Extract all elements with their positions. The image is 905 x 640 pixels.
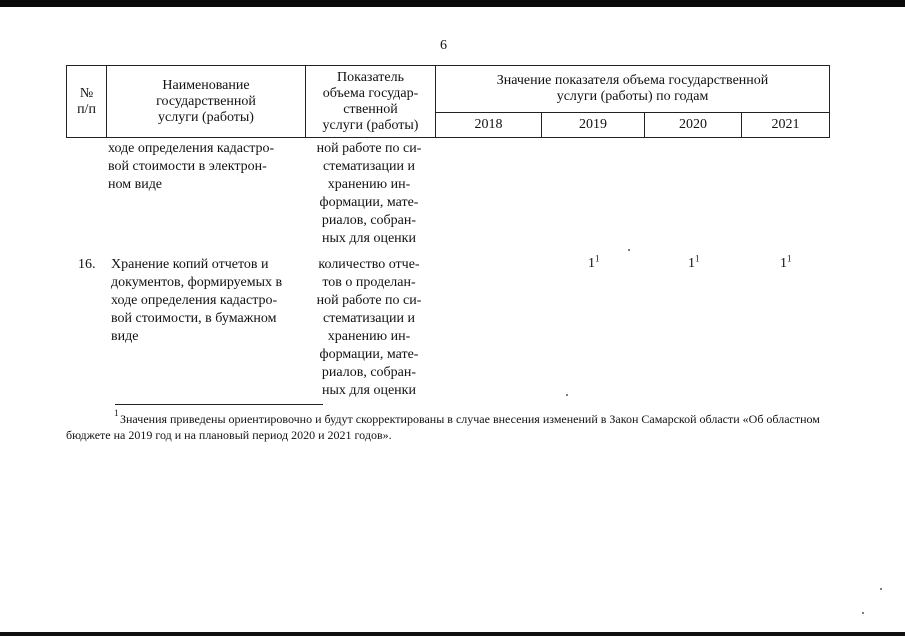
header-number: № п/п xyxy=(77,85,96,117)
row-16-value-2021: $1^1$ xyxy=(780,253,792,271)
row-16-value-2020: $1^1$ xyxy=(688,253,700,271)
scan-edge-bottom xyxy=(0,632,905,636)
row-continued-indicator: ной работе по си- стематизации и хранению ин- формации, мате- риалов, собран- ных для оценки xyxy=(316,141,422,246)
row-16-name: Хранение копий отчетов и документов, формируемых в ходе определения кадастро- вой стоимости, в бумажном виде xyxy=(111,257,283,344)
row-continued-name: ходе определения кадастро- вой стоимости в электрон- ном виде xyxy=(108,141,275,192)
scan-speck xyxy=(628,249,630,251)
row-16-indicator: количество отче- тов о проделан- ной работе по си- стематизации и хранению ин- формации, мате- риалов, собран- ных для оценки xyxy=(316,257,422,398)
scan-edge-top xyxy=(0,0,905,7)
header-service-name: Наименование государственной услуги (работы) xyxy=(156,77,256,125)
scan-speck xyxy=(880,588,882,590)
footnote-mark: 1 xyxy=(114,408,119,418)
footnote-ref: 1 xyxy=(595,253,600,264)
scan-speck xyxy=(566,394,568,396)
footnote-ref: 1 xyxy=(695,253,700,264)
header-year-2019: 2019 xyxy=(579,117,607,132)
scan-speck xyxy=(862,612,864,614)
header-indicator: Показатель объема государ- ственной услуги (работы) xyxy=(322,69,419,133)
header-year-2021: 2021 xyxy=(771,117,800,132)
table-header xyxy=(66,65,830,138)
header-year-2018: 2018 xyxy=(474,117,503,132)
footnote-text: Значения приведены ориентировочно и будут скорректированы в случае внесения изменений в Закон Самарской области «Об областном бюджете на 2019 год и на плановый период 2020 и 2021 годов». xyxy=(66,412,820,442)
header-value-by-year: Значение показателя объема государственной услуги (работы) по годам xyxy=(496,73,769,104)
page-number: 6 xyxy=(440,38,447,53)
footnote-ref: 1 xyxy=(787,253,792,264)
footnote-separator xyxy=(115,404,323,405)
row-16-number: 16. xyxy=(78,257,96,272)
row-16-value-2019: $1^1$ xyxy=(588,253,600,271)
header-year-2020: 2020 xyxy=(679,117,707,132)
